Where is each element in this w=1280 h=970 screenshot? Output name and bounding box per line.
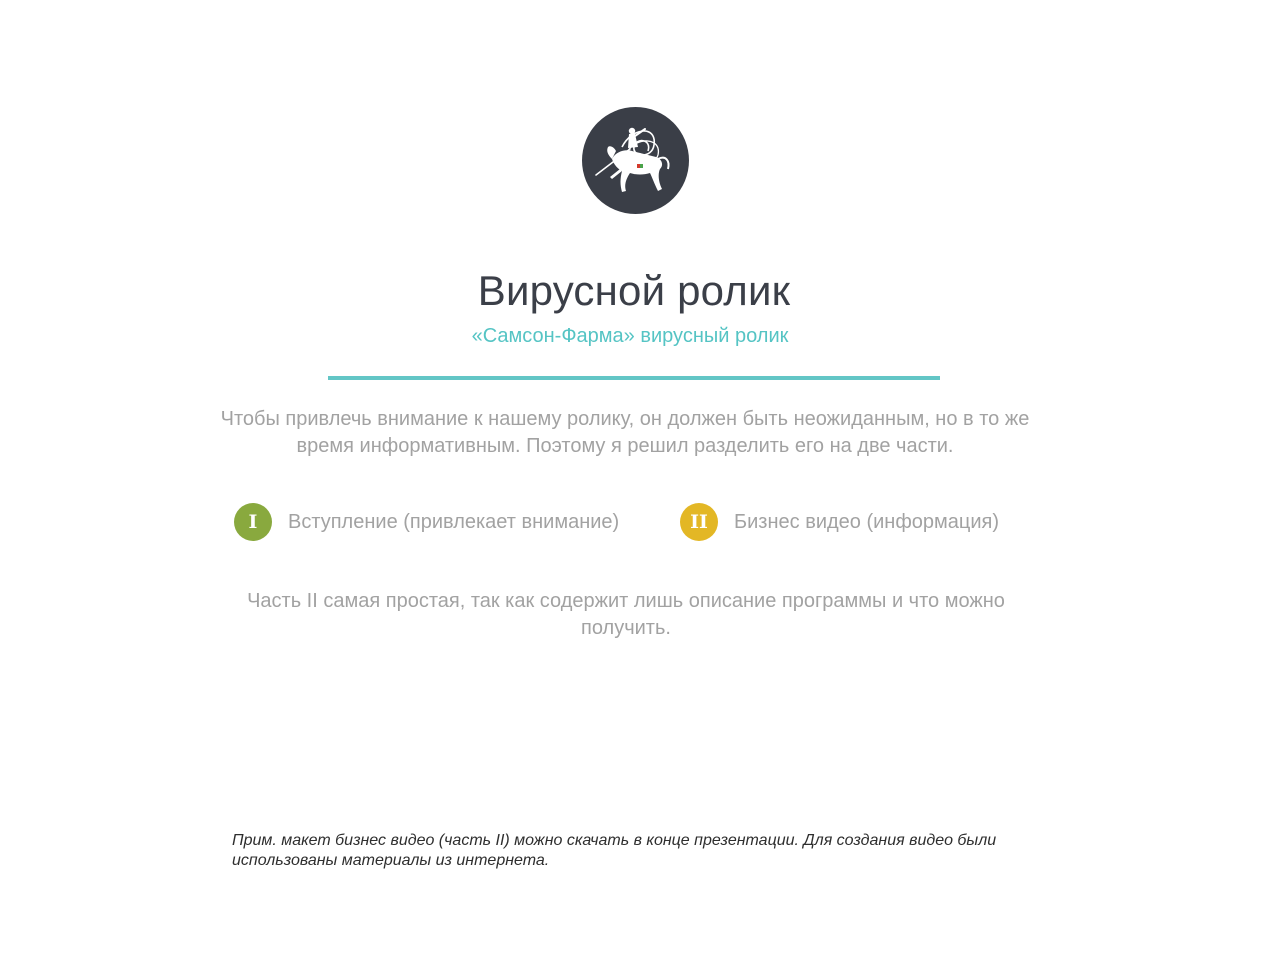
- divider: [328, 376, 940, 380]
- horseman-icon: [582, 107, 689, 214]
- part-item-2: [680, 503, 999, 541]
- logo: [582, 107, 689, 214]
- part-badge: I: [234, 503, 272, 541]
- intro-paragraph: Чтобы привлечь внимание к нашему ролику, он должен быть неожиданным, но в то же время информативным. Поэтому я решил разделить его на две части.: [220, 408, 1030, 457]
- part-note-paragraph: Часть II самая простая, так как содержит лишь описание программы и что можно получить.: [247, 590, 1005, 639]
- page-subtitle: «Самсон-Фарма» вирусный ролик: [471, 325, 789, 347]
- part-label: Вступление (привлекает внимание): [288, 510, 620, 533]
- footnote: Прим. макет бизнес видео (часть II) можно скачать в конце презентации. Для создания видео были использованы материалы из интернета.: [232, 832, 997, 869]
- part-item-1: [234, 503, 619, 541]
- part-badge: II: [680, 503, 718, 541]
- page-title: Вирусной ролик: [477, 267, 791, 314]
- part-label: Бизнес видео (информация): [734, 510, 1000, 533]
